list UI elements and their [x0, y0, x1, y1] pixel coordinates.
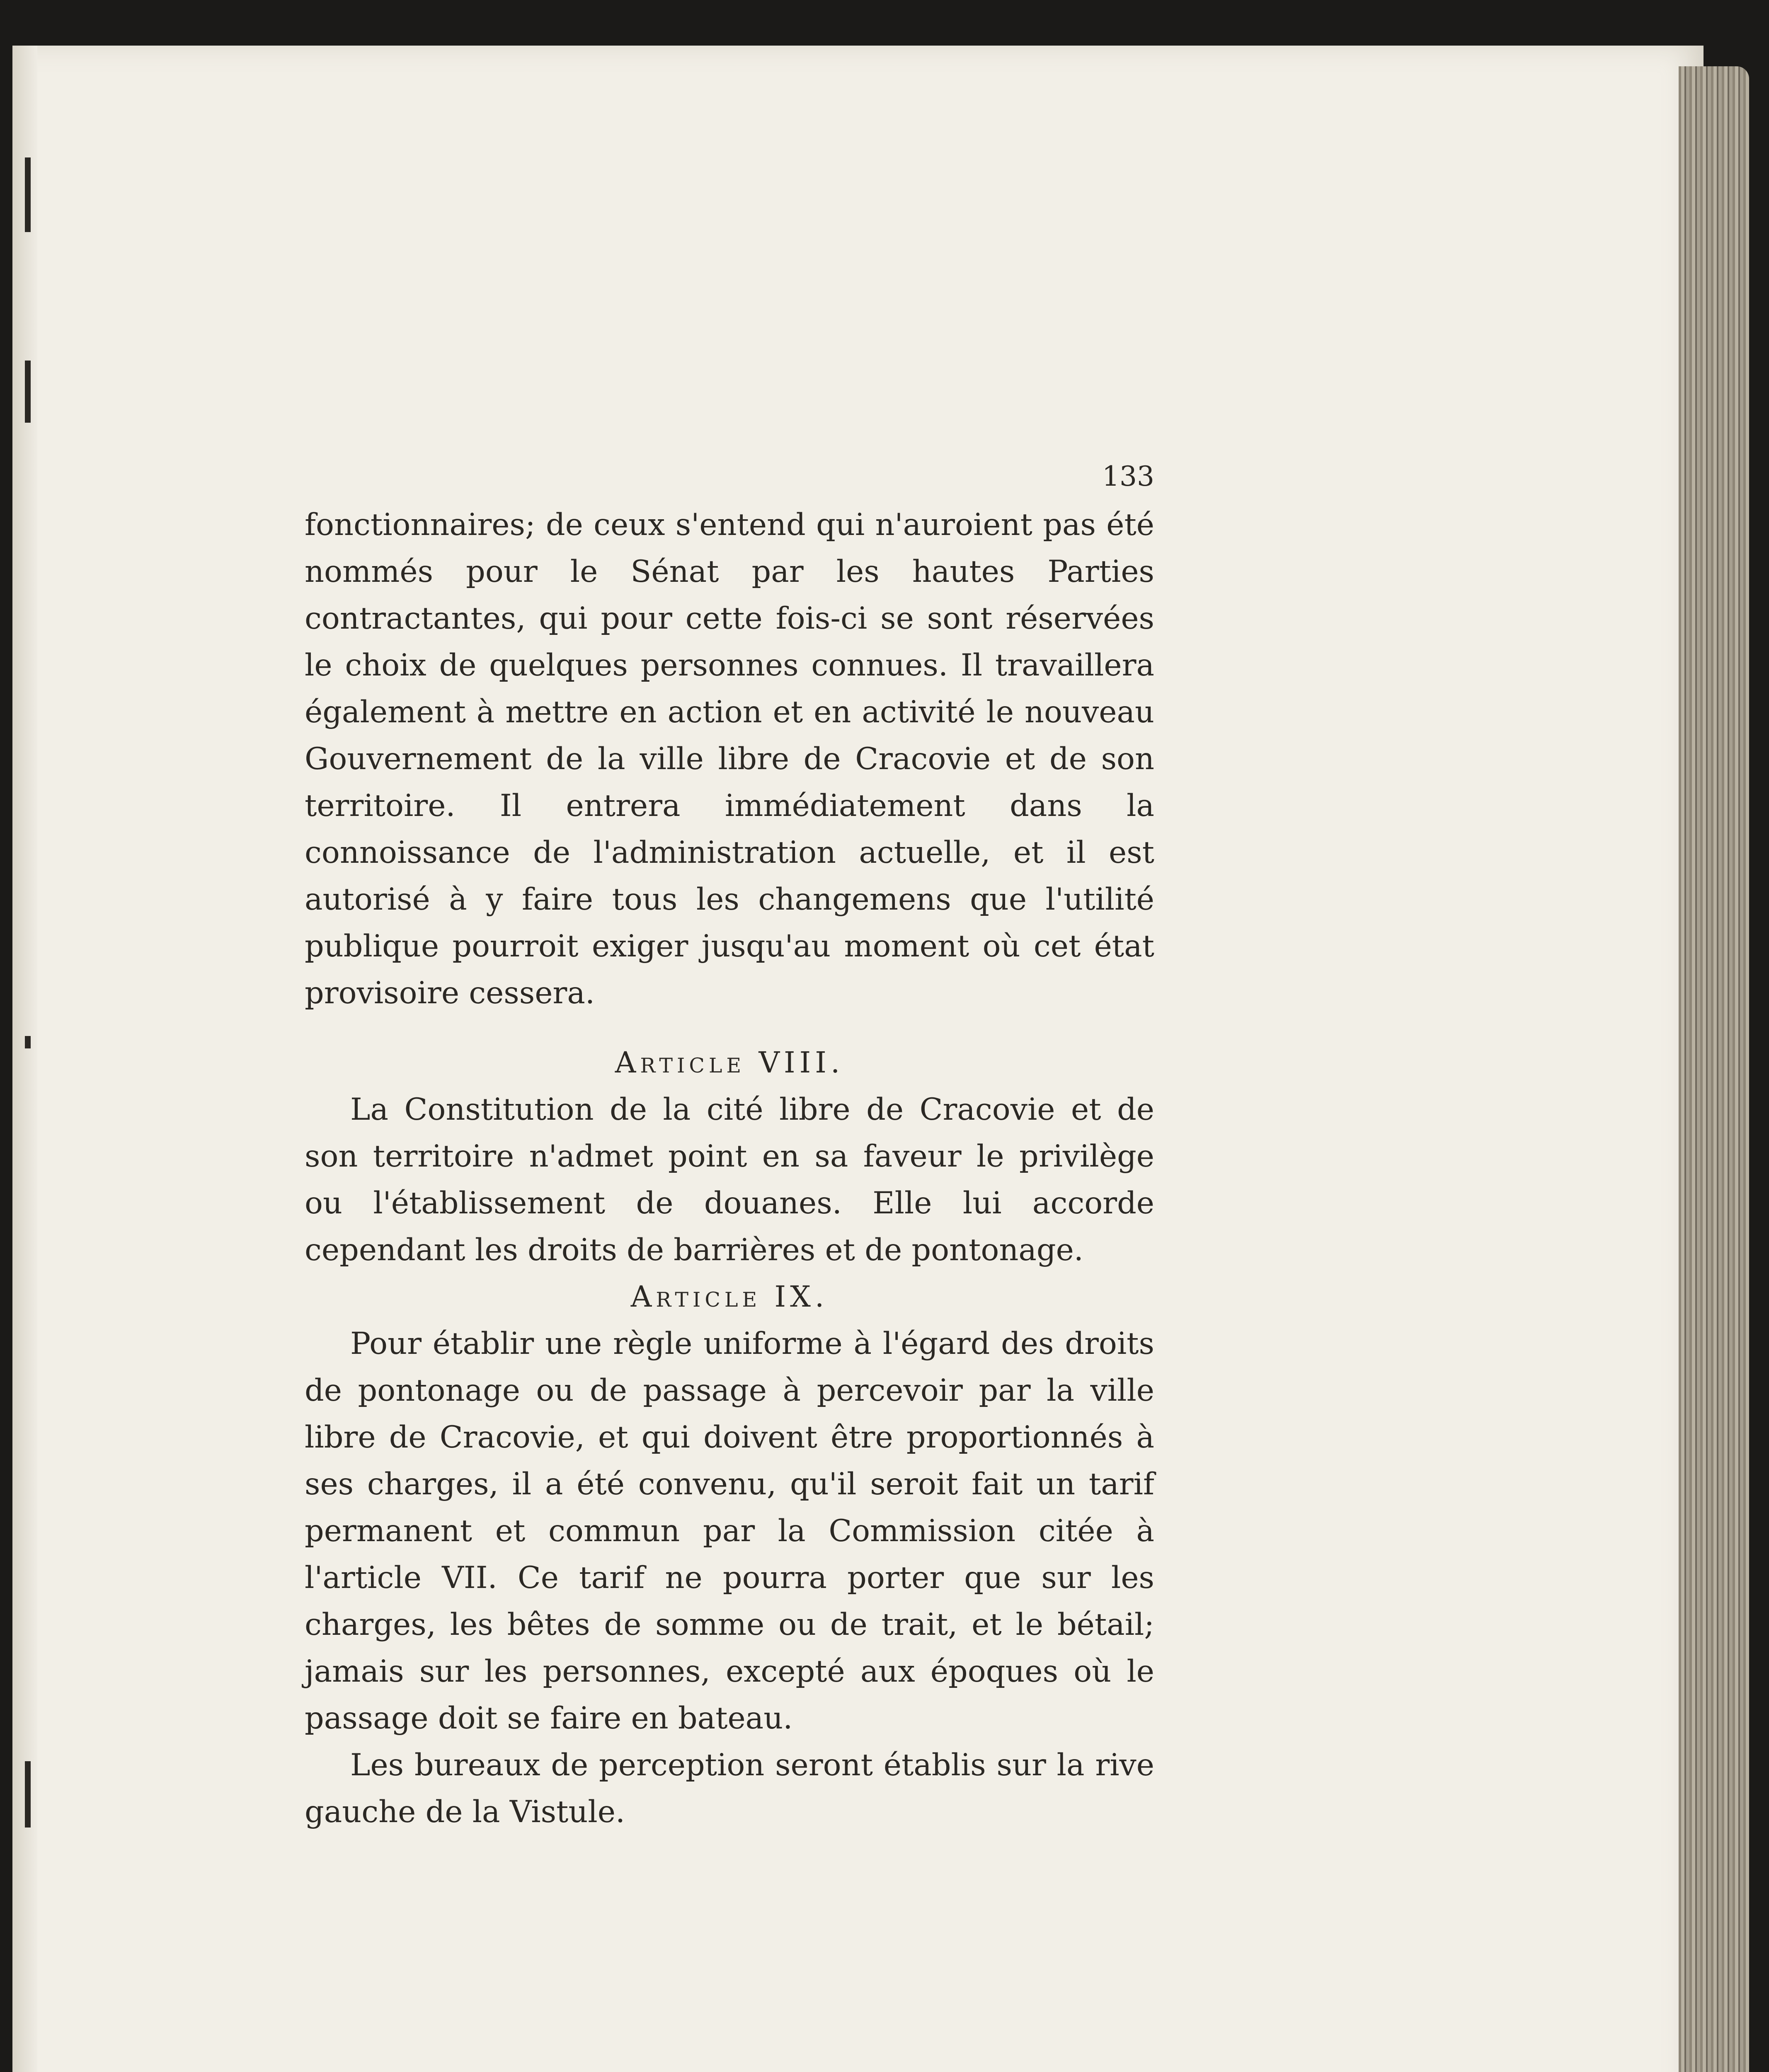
paragraph-continuation: fonctionnaires; de ceux s'entend qui n'auroient pas été nommés pour le Sénat par les hautes Parties contractantes, qui pour cette fois-ci se sont réservées le choix de quelques personnes connues. Il travaillera également à mettre en action et en activité le nouveau Gouvernement de la ville libre de Cracovie et de son territoire. Il entrera immédiatement dans la connoissance de l'administration actuelle, et il est autorisé à y faire tous les changemens que l'utilité publique pourroit exiger jusqu'au moment où cet état provisoire cessera.: [305, 507, 1154, 1011]
text-block: [305, 460, 1154, 1835]
margin-mark: [25, 157, 31, 232]
margin-mark: [25, 1036, 31, 1048]
margin-mark: [25, 361, 31, 423]
page-number: 133: [1102, 460, 1154, 492]
article-heading-viii: Article VIII.: [615, 1046, 844, 1080]
book-fore-edge: [1679, 66, 1749, 2072]
article-heading-ix: Article IX.: [630, 1280, 829, 1314]
article-ix-text: Pour établir une règle uniforme à l'égard des droits de pontonage ou de passage à percevoir par la ville libre de Cracovie, et qui doivent être proportionnés à ses charges, il a été convenu, qu'il seroit fait un tarif permanent et commun par la Commission citée à l'article VII. Ce tarif ne pourra porter que sur les charges, les bêtes de somme ou de trait, et le bétail; jamais sur les personnes, excepté aux époques où le passage doit se faire en bateau.: [305, 1326, 1154, 1736]
margin-mark: [25, 1761, 31, 1828]
article-viii-text: La Constitution de la cité libre de Cracovie et de son territoire n'admet point en sa faveur le privilège ou l'établissement de douanes. Elle lui accorde cependant les droits de barrières et de pontonage.: [305, 1092, 1154, 1268]
article-ix-text-2: Les bureaux de perception seront établis sur la rive gauche de la Vistule.: [305, 1748, 1154, 1830]
